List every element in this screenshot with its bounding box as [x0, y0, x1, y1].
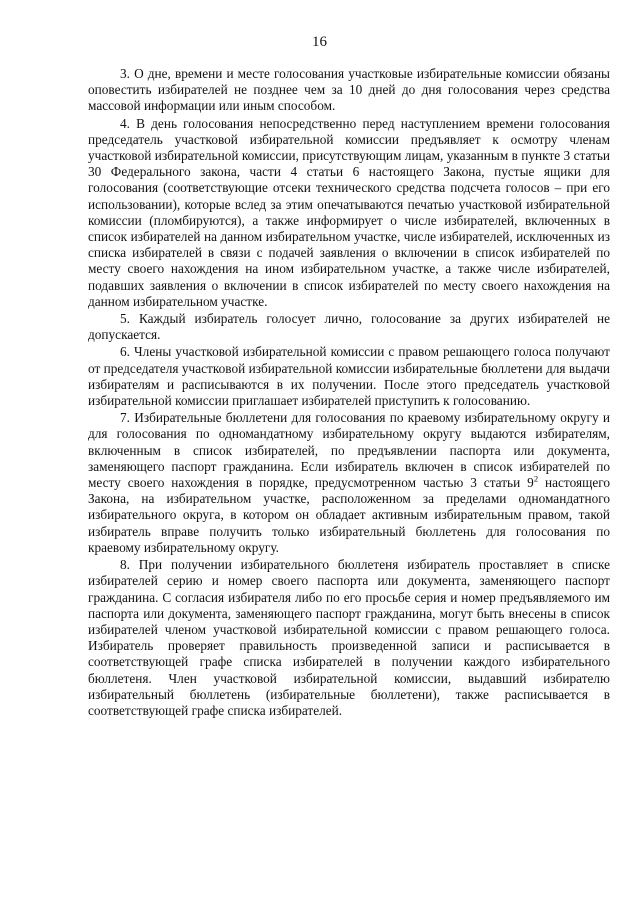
- paragraph-7-text-after: настоящего Закона, на избирательном участке, расположенном за пределами одномандатного избирательного округа, в котором он обладает активным избирательным правом, такой избиратель вправе получить только избирательный бюллетень для голосования по краевому избирательному округу.: [88, 475, 610, 555]
- paragraph-3: 3. О дне, времени и месте голосования участковые избирательные комиссии обязаны оповестить избирателей не позднее чем за 10 дней до дня голосования через средства массовой информации или иным способом.: [88, 66, 610, 114]
- page-number: 16: [312, 34, 327, 50]
- paragraph-6: 6. Члены участковой избирательной комиссии с правом решающего голоса получают от председателя участковой избирательной комиссии избирательные бюллетени для выдачи избирателям и расписываются в их получении. После этого председатель участковой избирательной комиссии приглашает избирателей приступить к голосованию.: [88, 344, 610, 409]
- paragraph-7: [88, 410, 610, 556]
- paragraph-5: 5. Каждый избиратель голосует лично, голосование за других избирателей не допускается.: [88, 311, 610, 343]
- article-superscript: 2: [533, 473, 539, 484]
- paragraph-8: 8. При получении избирательного бюллетеня избиратель проставляет в списке избирателей серию и номер своего паспорта или документа, заменяющего паспорт гражданина. С согласия избирателя либо по его просьбе серия и номер предъявляемого им паспорта или документа, заменяющего паспорт гражданина, могут быть внесены в список избирателей членом участковой избирательной комиссии с правом решающего голоса. Избиратель проверяет правильность произведенной записи и расписывается в соответствующей графе списка избирателей в получении каждого избирательного бюллетеня. Член участковой избирательной комиссии, выдавший избирателю избирательный бюллетень (избирательные бюллетени), также расписывается в соответствующей графе списка избирателей.: [88, 557, 610, 718]
- paragraph-4: 4. В день голосования непосредственно перед наступлением времени голосования председатель участковой избирательной комиссии предъявляет к осмотру членам участковой избирательной комиссии, присутствующим лицам, указанным в пункте 3 статьи 30 Федерального закона, части 4 статьи 6 настоящего Закона, пустые ящики для голосования (соответствующие отсеки технического средства подсчета голосов – при его использовании), которые вслед за этим опечатываются печатью участковой избирательной комиссии (пломбируются), а также информирует о числе избирателей, включенных в список избирателей на данном избирательном участке, числе избирателей, исключенных из списка избирателей в связи с подачей заявления о включении в список избирателей по месту своего нахождения на ином избирательном участке, а также числе избирателей, подавших заявления о включении в список избирателей по месту своего нахождения на данном избирательном участке.: [88, 115, 610, 309]
- paragraph-7-text-before: 7. Избирательные бюллетени для голосования по краевому избирательному округу и для голосования по одномандатному избирательному округу выдаются избирателям, включенным в список избирателей, по предъявлении паспорта или документа, заменяющего паспорт гражданина. Если избиратель включен в список избирателей по месту своего нахождения в порядке, предусмотренном частью 3 статьи 9: [88, 410, 610, 491]
- document-body: [88, 66, 610, 720]
